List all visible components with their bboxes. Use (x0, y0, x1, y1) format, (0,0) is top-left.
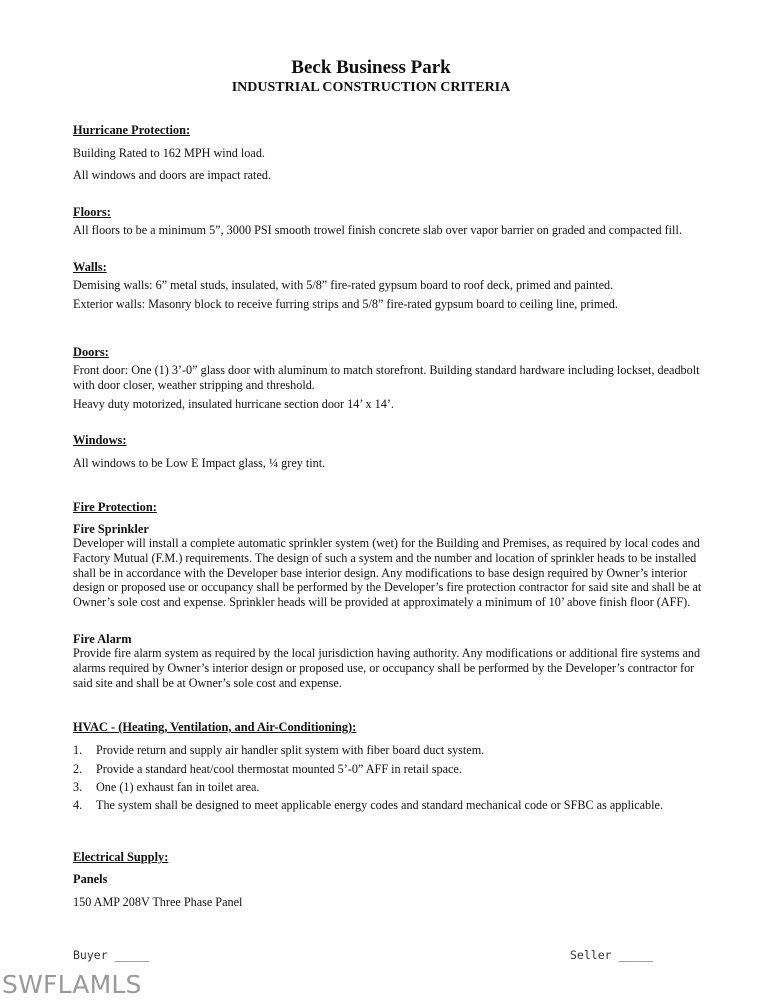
hvac-item-text: The system shall be designed to meet applicable energy codes and standard mechanical code or SFBC as applicable. (96, 798, 663, 812)
doors-heading: Doors: (73, 345, 109, 359)
hvac-item-number: 4. (73, 798, 83, 812)
fire-alarm-text: Provide fire alarm system as required by the local jurisdiction having authority. Any modifications or additional fire systems and alarms required by Owner’s interior design or proposed use, or occupancy shall be performed by the Developer’s contractor for said site and shall be at Owner’s sole cost and expense. (73, 646, 701, 690)
fire-alarm-title: Fire Alarm (73, 632, 132, 646)
hurricane-line-1: Building Rated to 162 MPH wind load. (73, 146, 265, 160)
doors-line-2: Heavy duty motorized, insulated hurricane section door 14’ x 14’. (73, 397, 394, 411)
floors-line-1: All floors to be a minimum 5”, 3000 PSI smooth trowel finish concrete slab over vapor barrier on graded and compacted fill. (73, 223, 682, 237)
fire-sprinkler-title: Fire Sprinkler (73, 522, 149, 536)
hurricane-line-2: All windows and doors are impact rated. (73, 168, 271, 182)
hvac-item-text: One (1) exhaust fan in toilet area. (96, 780, 260, 794)
hvac-item-number: 1. (73, 743, 83, 757)
electrical-panels-title: Panels (73, 872, 108, 886)
hurricane-heading: Hurricane Protection: (73, 123, 191, 137)
walls-heading: Walls: (73, 260, 107, 274)
windows-heading: Windows: (73, 433, 127, 447)
floors-heading: Floors: (73, 205, 111, 219)
walls-line-1: Demising walls: 6” metal studs, insulated, with 5/8” fire-rated gypsum board to roof deck, primed and painted. (73, 278, 614, 292)
document-subtitle: INDUSTRIAL CONSTRUCTION CRITERIA (231, 80, 511, 95)
fire-sprinkler-text: Developer will install a complete automatic sprinkler system (wet) for the Building and Premises, as required by local codes and Factory Mutual (F.M.) requirements. The design of such a system and the number and location of sprinkler heads to be installed shall be in accordance with the Developer base interior design. Any modifications to base design required by Owner’s interior design or proposed use or occupancy shall be performed by the Developer’s fire protection contractor for said site and shall be at Owner’s sole cost and expense. Sprinkler heads will be provided at approximately a minimum of 10’ above finish floor (AFF). (73, 536, 702, 610)
windows-line-1: All windows to be Low E Impact glass, ¼ grey tint. (73, 456, 326, 470)
hvac-item-text: Provide return and supply air handler split system with fiber board duct system. (96, 743, 485, 757)
hvac-heading: HVAC - (Heating, Ventilation, and Air-Conditioning): (73, 720, 357, 734)
hvac-item-number: 3. (73, 780, 83, 794)
doors-paragraph: Front door: One (1) 3’-0” glass door with aluminum to match storefront. Building standard hardware including lockset, deadbolt with door closer, weather stripping and threshold. (73, 363, 700, 392)
fire-protection-heading: Fire Protection: (73, 500, 157, 514)
electrical-panels-text: 150 AMP 208V Three Phase Panel (73, 895, 243, 909)
hvac-item-number: 2. (73, 762, 83, 776)
electrical-heading: Electrical Supply: (73, 850, 169, 864)
mls-watermark: SWFLAMLS (2, 970, 142, 999)
walls-line-2: Exterior walls: Masonry block to receive furring strips and 5/8” fire-rated gypsum board to ceiling line, primed. (73, 297, 618, 311)
hvac-item-text: Provide a standard heat/cool thermostat mounted 5’-0” AFF in retail space. (96, 762, 462, 776)
seller-initials: Seller _____ (570, 948, 654, 962)
buyer-initials: Buyer _____ (73, 948, 150, 962)
document-title: Beck Business Park (291, 57, 451, 78)
